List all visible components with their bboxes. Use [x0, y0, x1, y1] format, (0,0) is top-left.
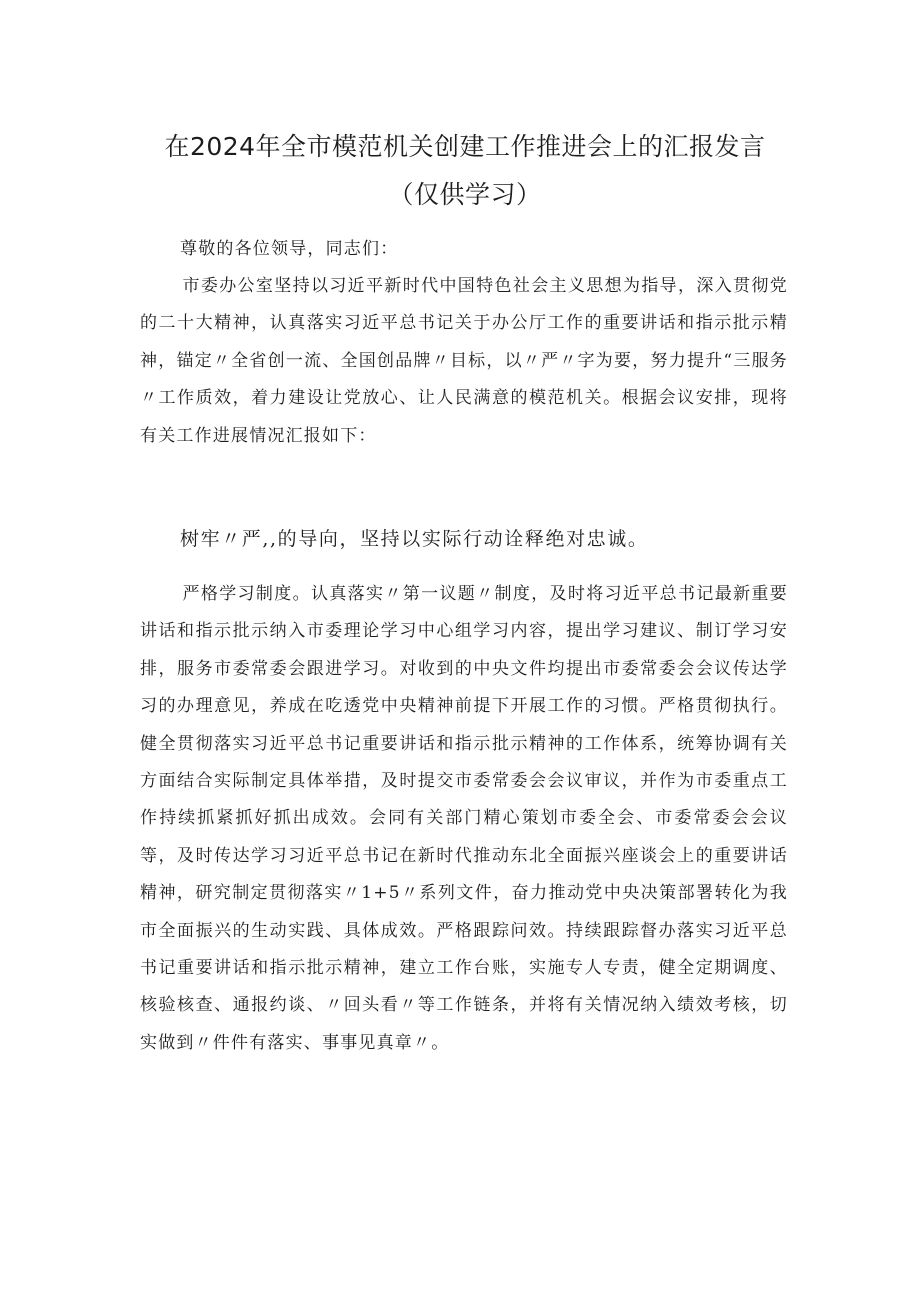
- section-heading: 树牢〃严,,的导向，坚持以实际行动诠释绝对忠诚。: [180, 528, 649, 550]
- body-paragraph: 严格学习制度。认真落实〃第一议题〃制度，及时将习近平总书记最新重要讲话和指示批示纳入市委理论学习中心组学习内容，提出学习建议、制订学习安排，服务市委常委会跟进学习。对收到的中央文件均提出市委常委会会议传达学习的办理意见，养成在吃透党中央精神前提下开展工作的习惯。严格贯彻执行。健全贯彻落实习近平总书记重要讲话和指示批示精神的工作体系，统筹协调有关方面结合实际制定具体举措，及时提交市委常委会会议审议，并作为市委重点工作持续抓紧抓好抓出成效。会同有关部门精心策划市委全会、市委常委会会议等，及时传达学习习近平总书记在新时代推动东北全面振兴座谈会上的重要讲话精神，研究制定贯彻落实〃1+5〃系列文件，奋力推动党中央决策部署转化为我市全面振兴的生动实践、具体成效。严格跟踪问效。持续跟踪督办落实习近平总书记重要讲话和指示批示精神，建立工作台账，实施专人专责，健全定期调度、核验核查、通报约谈、〃回头看〃等工作链条，并将有关情况纳入绩效考核，切实做到〃件件有落实、事事见真章〃。: [140, 584, 788, 1053]
- salutation: 尊敬的各位领导，同志们：: [180, 239, 399, 259]
- intro-paragraph: 市委办公室坚持以习近平新时代中国特色社会主义思想为指导，深入贯彻党的二十大精神，认真落实习近平总书记关于办公厅工作的重要讲话和指示批示精神，锚定〃全省创一流、全国创品牌〃目标，以〃严〃字为要，努力提升“三服务〃工作质效，着力建设让党放心、让人民满意的模范机关。根据会议安排，现将有关工作进展情况汇报如下：: [140, 276, 788, 446]
- document-title: 在2024年全市模范机关创建工作推进会上的汇报发言（仅供学习）: [164, 132, 766, 209]
